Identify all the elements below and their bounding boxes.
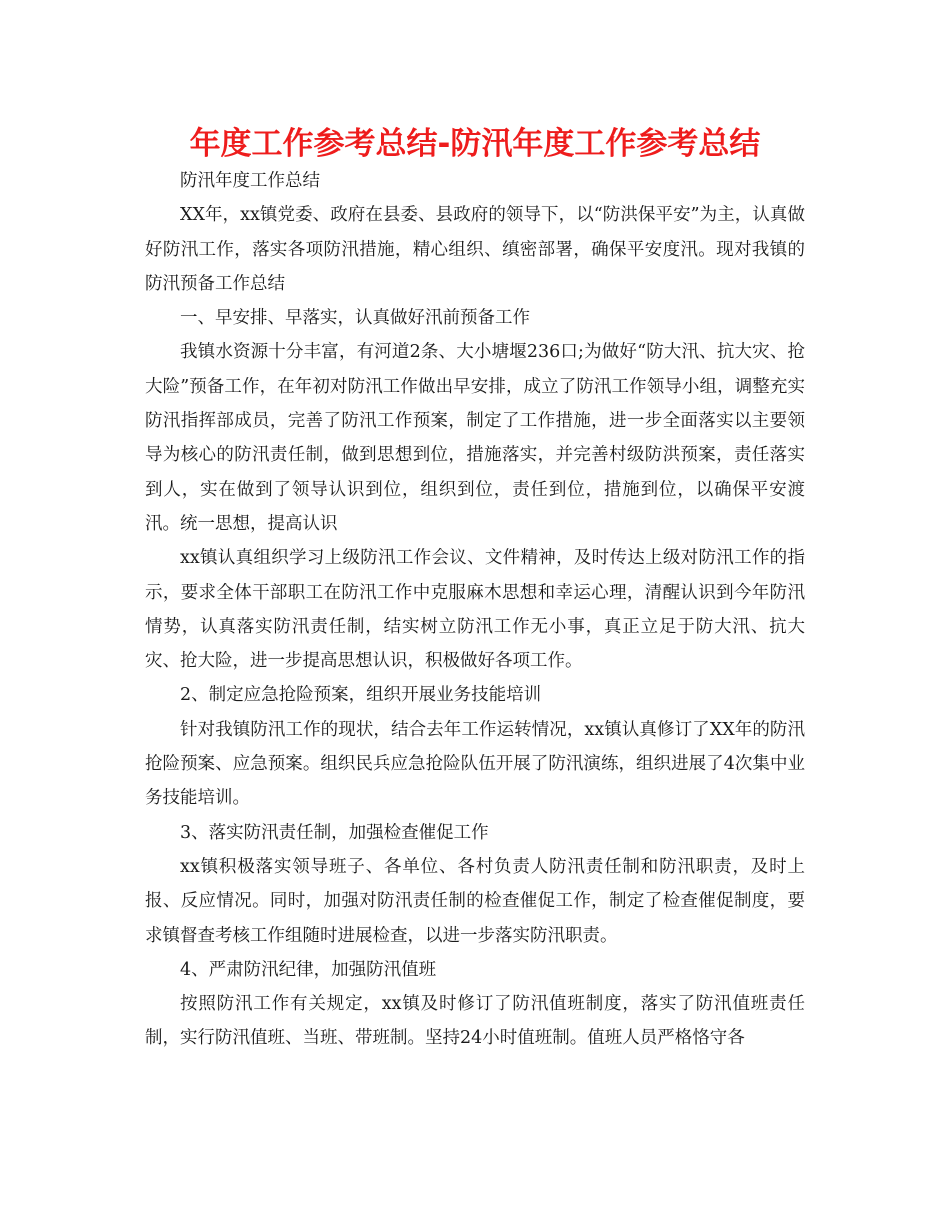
paragraph-section-1: 我镇水资源十分丰富，有河道2条、大小塘堰236口;为做好“防大汛、抗大灾、抢大险”预备工作，在年初对防汛工作做出早安排，成立了防汛工作领导小组，调整充实防汛指挥部成员，完善了防汛工作预案，制定了工作措施，进一步全面落实以主要领导为核心的防汛责任制，做到思想到位，措施落实，并完善村级防洪预案，责任落实到人，实在做到了领导认识到位，组织到位，责任到位，措施到位，以确保平安渡汛。统一思想，提高认识 — [145, 342, 805, 534]
paragraph-subtitle: 防汛年度工作总结 — [180, 171, 320, 191]
paragraph-intro: XX年，xx镇党委、政府在县委、县政府的领导下，以“防洪保平安”为主，认真做好防汛工作，落实各项防汛措施，精心组织、缜密部署，确保平安度汛。现对我镇的防汛预备工作总结 — [145, 205, 805, 294]
paragraph-section-2: 针对我镇防汛工作的现状，结合去年工作运转情况，xx镇认真修订了XX年的防汛抢险预案、应急预案。组织民兵应急抢险队伍开展了防汛演练，组织进展了4次集中业务技能培训。 — [145, 719, 805, 809]
paragraph-section-1b: xx镇认真组织学习上级防汛工作会议、文件精神，及时传达上级对防汛工作的指示，要求全体干部职工在防汛工作中克服麻木思想和幸运心理，清醒认识到今年防汛情势，认真落实防汛责任制，结实树立防汛工作无小事，真正立足于防大汛、抗大灾、抢大险，进一步提高思想认识，积极做好各项工作。 — [145, 548, 805, 672]
section-heading-4: 4、严肃防汛纪律，加强防汛值班 — [180, 959, 437, 980]
section-heading-3: 3、落实防汛责任制，加强检查催促工作 — [180, 822, 489, 843]
section-heading-2: 2、制定应急抢险预案，组织开展业务技能培训 — [180, 685, 542, 706]
section-heading-1: 一、早安排、早落实，认真做好汛前预备工作 — [180, 308, 530, 329]
paragraph-section-4: 按照防汛工作有关规定，xx镇及时修订了防汛值班制度，落实了防汛值班责任制，实行防汛值班、当班、带班制。坚持24小时值班制。值班人员严格恪守各 — [145, 994, 805, 1049]
document-body — [145, 164, 805, 1056]
paragraph-section-3: xx镇积极落实领导班子、各单位、各村负责人防汛责任制和防汛职责，及时上报、反应情况。同时，加强对防汛责任制的检查催促工作，制定了检查催促制度，要求镇督查考核工作组随时进展检查，以进一步落实防汛职责。 — [145, 856, 805, 946]
document-title: 年度工作参考总结-防汛年度工作参考总结 — [189, 126, 761, 162]
